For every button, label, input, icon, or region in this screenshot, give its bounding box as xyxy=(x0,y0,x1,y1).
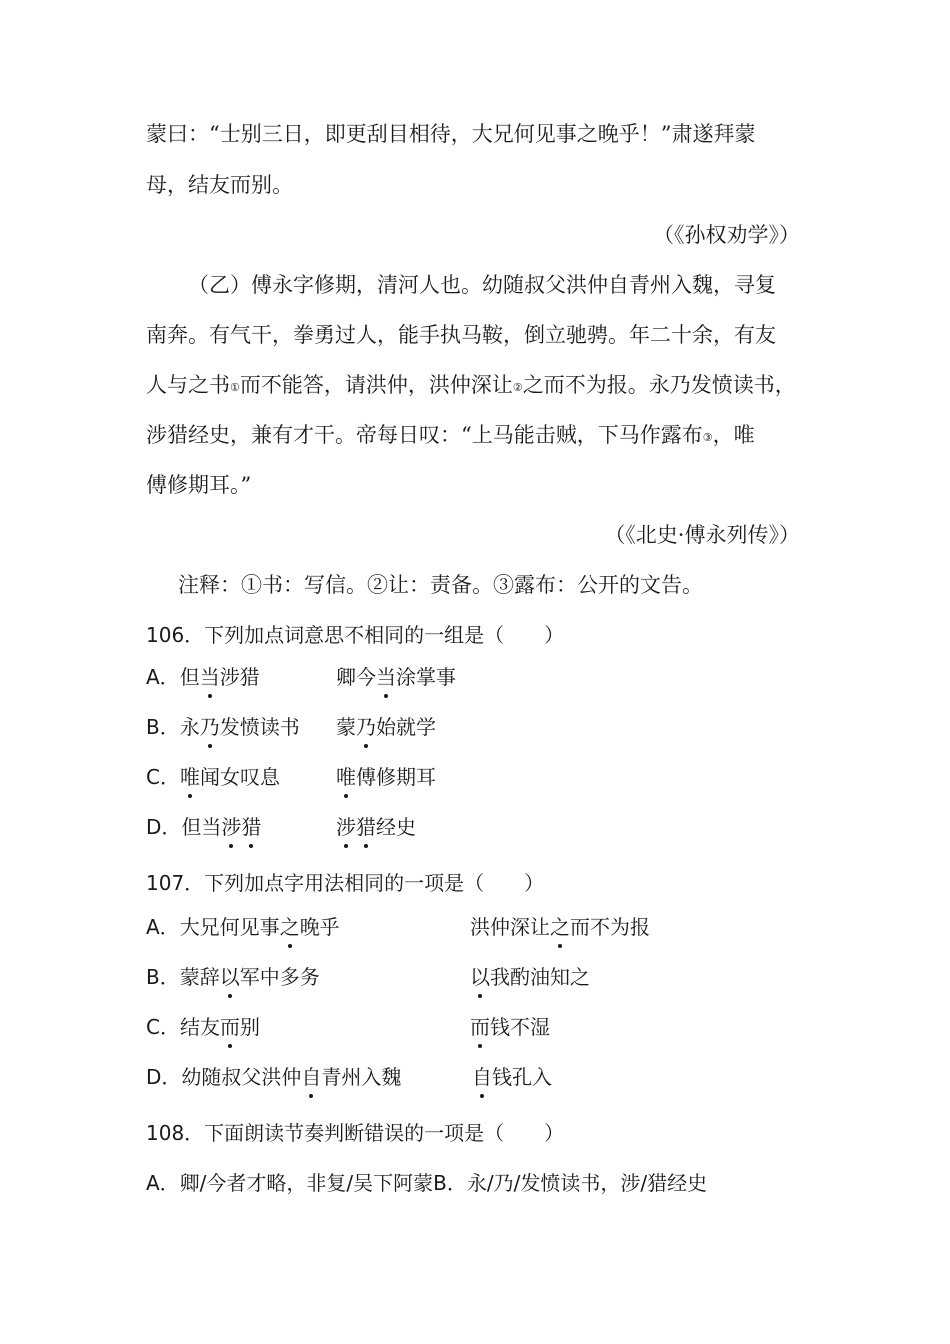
emphasis-char: 猎 xyxy=(241,812,261,842)
emphasis-char: 之 xyxy=(550,912,570,942)
passage-jia-source: （《孙权劝学》） xyxy=(653,223,800,247)
question-107-stem: 107．下列加点字用法相同的一项是（ ） xyxy=(146,871,545,895)
q106-option-b: B．永乃发愤读书 xyxy=(146,712,300,742)
emphasis-char: 自 xyxy=(301,1062,321,1092)
passage-jia-line-2: 母，结友而别。 xyxy=(146,173,293,197)
emphasis-char: 而 xyxy=(220,1012,240,1042)
emphasis-char: 当 xyxy=(376,662,396,692)
q107-option-d-pair: 自钱孔入 xyxy=(472,1062,552,1092)
passage-yi-line-5: 傅修期耳。” xyxy=(146,473,252,497)
q107-option-a: A．大兄何见事之晚乎 xyxy=(146,912,340,942)
passage-yi-line-4: 涉猎经史，兼有才干。帝每日叹：“上马能击贼，下马作露布③，唯 xyxy=(146,423,755,447)
question-108-stem: 108．下面朗读节奏判断错误的一项是（ ） xyxy=(146,1121,565,1145)
passage-yi-line-2: 南奔。有气干，拳勇过人，能手执马鞍，倒立驰骋。年二十余，有友 xyxy=(146,323,776,347)
emphasis-char: 自 xyxy=(472,1062,492,1092)
emphasis-char: 乃 xyxy=(356,712,376,742)
passage-jia-line-1: 蒙曰：“士别三日，即更刮目相待，大兄何见事之晚乎！”肃遂拜蒙 xyxy=(146,122,756,146)
emphasis-char: 以 xyxy=(470,962,490,992)
q107-option-b: B．蒙辞以军中多务 xyxy=(146,962,320,992)
q106-option-b-pair: 蒙乃始就学 xyxy=(336,712,436,742)
q106-option-c-pair: 唯傅修期耳 xyxy=(336,762,436,792)
passage-yi-line-1: （乙）傅永字修期，清河人也。幼随叔父洪仲自青州入魏，寻复 xyxy=(188,273,776,297)
emphasis-char: 唯 xyxy=(180,762,200,792)
q107-option-a-pair: 洪仲深让之而不为报 xyxy=(470,912,650,942)
q106-option-d: D．但当涉猎 xyxy=(146,812,261,842)
q107-option-c: C．结友而别 xyxy=(146,1012,260,1042)
emphasis-char: 而 xyxy=(470,1012,490,1042)
emphasis-char: 猎 xyxy=(356,812,376,842)
q108-options-a-b: A．卿/今者才略，非复/吴下阿蒙B．永/乃/发愤读书，涉/猎经史 xyxy=(146,1171,708,1195)
notes: 注释：①书：写信。②让：责备。③露布：公开的文告。 xyxy=(178,573,703,597)
emphasis-char: 以 xyxy=(220,962,240,992)
q106-option-d-pair: 涉猎经史 xyxy=(336,812,416,842)
question-106-stem: 106．下列加点词意思不相同的一组是（ ） xyxy=(146,623,565,647)
q107-option-d: D．幼随叔父洪仲自青州入魏 xyxy=(146,1062,401,1092)
q106-option-a-pair: 卿今当涂掌事 xyxy=(336,662,456,692)
q107-option-c-pair: 而钱不湿 xyxy=(470,1012,550,1042)
q107-option-b-pair: 以我酌油知之 xyxy=(470,962,590,992)
passage-yi-source: （《北史·傅永列传》） xyxy=(604,523,800,547)
emphasis-char: 之 xyxy=(280,912,300,942)
q106-option-a: A．但当涉猎 xyxy=(146,662,260,692)
emphasis-char: 当 xyxy=(200,662,220,692)
emphasis-char: 涉 xyxy=(336,812,356,842)
q106-option-c: C．唯闻女叹息 xyxy=(146,762,280,792)
emphasis-char: 乃 xyxy=(200,712,220,742)
emphasis-char: 涉 xyxy=(221,812,241,842)
emphasis-char: 唯 xyxy=(336,762,356,792)
annotation-marker-1: ① xyxy=(230,381,240,394)
annotation-marker-2: ② xyxy=(512,381,523,394)
annotation-marker-3: ③ xyxy=(702,431,713,444)
passage-yi-line-3: 人与之书①而不能答，请洪仲，洪仲深让②之而不为报。永乃发愤读书， xyxy=(146,373,796,397)
